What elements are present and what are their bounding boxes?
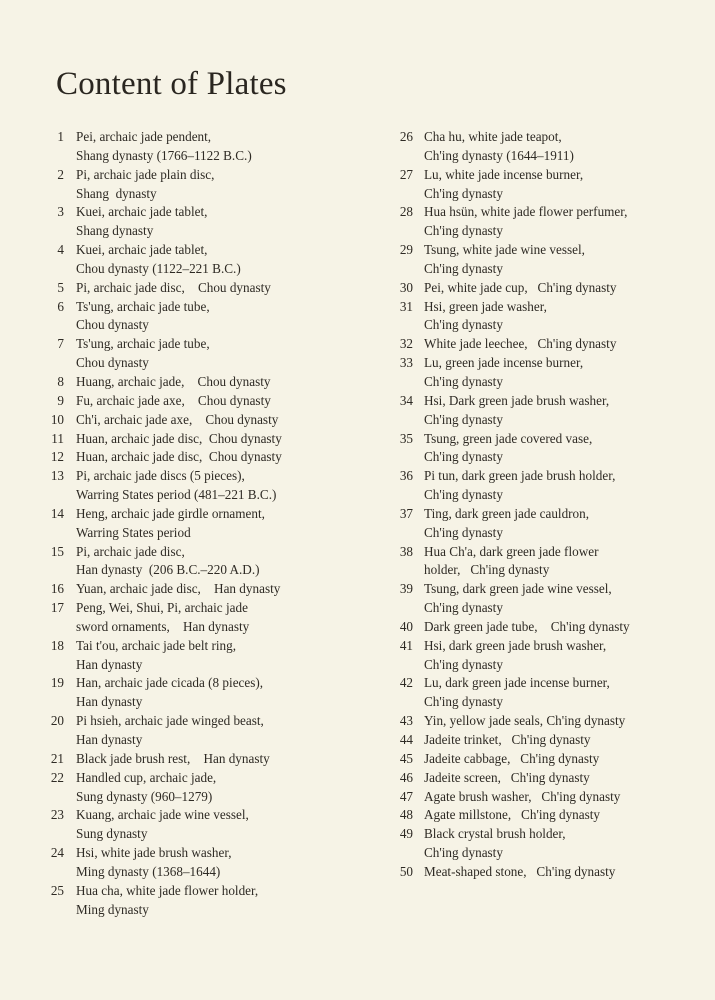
plate-description-line: Ch'ing dynasty [424, 373, 503, 389]
plate-number: 28 [399, 204, 413, 220]
plate-number: 32 [399, 336, 413, 352]
plate-entry [393, 637, 693, 675]
plate-description [76, 392, 271, 411]
plate-description-line: Ch'ing dynasty [424, 845, 503, 861]
plate-number: 25 [50, 882, 64, 898]
plate-description [76, 128, 252, 166]
plate-description-line: Pei, white jade cup, Ch'ing dynasty [424, 279, 617, 295]
plate-entry [42, 505, 342, 543]
plate-description-line: Ts'ung, archaic jade tube, [76, 336, 210, 352]
plate-description [76, 298, 210, 336]
plate-entry [42, 411, 342, 430]
plate-description-line: Kuei, archaic jade tablet, [76, 242, 208, 258]
plate-number: 42 [399, 675, 413, 691]
plate-description [424, 279, 616, 298]
plate-number: 16 [50, 581, 64, 597]
plate-entry [393, 769, 693, 788]
plates-list-right [393, 128, 693, 882]
plate-description-line: Ch'ing dynasty [424, 411, 503, 427]
plate-number: 38 [399, 543, 413, 559]
plate-description-line: Ting, dark green jade cauldron, [424, 505, 590, 521]
plate-description [424, 335, 616, 354]
plate-description-line: Ch'ing dynasty [424, 223, 503, 239]
plate-description-line: Sung dynasty (960–1279) [76, 788, 213, 804]
plate-description [424, 166, 583, 204]
plate-description [76, 580, 280, 599]
plate-number: 11 [51, 430, 64, 446]
plate-number: 50 [399, 863, 413, 879]
plate-number: 30 [399, 279, 413, 295]
plate-description-line: Huan, archaic jade disc, Chou dynasty [76, 430, 282, 446]
plate-entry [393, 467, 693, 505]
plate-description [424, 467, 615, 505]
plate-description [424, 825, 566, 863]
plate-description [76, 505, 265, 543]
plate-description-line: Pi tun, dark green jade brush holder, [424, 468, 616, 484]
plate-number: 47 [399, 788, 413, 804]
plate-description-line: Ming dynasty [76, 901, 149, 917]
plate-entry [42, 373, 342, 392]
plate-entry [42, 448, 342, 467]
plate-entry [393, 279, 693, 298]
plate-description-line: Kuang, archaic jade wine vessel, [76, 807, 249, 823]
plate-number: 6 [57, 298, 64, 314]
plate-description-line: Pi hsieh, archaic jade winged beast, [76, 713, 264, 729]
page-title: Content of Plates [56, 66, 287, 102]
plate-entry [393, 863, 693, 882]
plate-description-line: Pi, archaic jade disc, Chou dynasty [76, 279, 271, 295]
plate-description [76, 543, 260, 581]
plate-entry [42, 298, 342, 336]
plate-description-line: Hua cha, white jade flower holder, [76, 882, 259, 898]
plate-description [76, 411, 278, 430]
plate-number: 2 [57, 166, 64, 182]
plate-description [76, 430, 282, 449]
plate-description-line: Sung dynasty [76, 826, 148, 842]
plate-description [76, 241, 241, 279]
plate-number: 8 [57, 373, 64, 389]
plate-number: 27 [399, 166, 413, 182]
plate-description-line: Ch'ing dynasty [424, 487, 503, 503]
plate-description-line: Chou dynasty (1122–221 B.C.) [76, 260, 241, 276]
plate-entry [42, 166, 342, 204]
plate-number: 48 [399, 807, 413, 823]
plate-number: 29 [399, 242, 413, 258]
plate-description [76, 373, 270, 392]
plate-entry [393, 712, 693, 731]
plate-description [424, 203, 627, 241]
plate-description [76, 467, 276, 505]
plate-number: 12 [50, 449, 64, 465]
plate-number: 46 [399, 769, 413, 785]
plate-number: 5 [57, 279, 64, 295]
plate-description-line: Heng, archaic jade girdle ornament, [76, 505, 265, 521]
plate-number: 4 [57, 242, 64, 258]
plate-description [76, 203, 207, 241]
plate-number: 3 [57, 204, 64, 220]
plate-description [424, 750, 599, 769]
plate-number: 24 [50, 845, 64, 861]
plate-description-line: Ch'ing dynasty [424, 260, 503, 276]
plate-description-line: Chou dynasty [76, 355, 149, 371]
plates-list-left [42, 128, 342, 919]
plate-description [424, 769, 590, 788]
plate-description-line: Warring States period (481–221 B.C.) [76, 487, 277, 503]
plate-entry [393, 298, 693, 336]
plate-entry [42, 392, 342, 411]
plate-entry [42, 637, 342, 675]
plate-description [76, 335, 210, 373]
plate-description-line: Warring States period [76, 524, 191, 540]
plate-description-line: holder, Ch'ing dynasty [424, 562, 550, 578]
plate-number: 39 [399, 581, 413, 597]
plate-entry [393, 825, 693, 863]
plate-entry [42, 844, 342, 882]
plate-description-line: Ch'ing dynasty (1644–1911) [424, 147, 574, 163]
plate-entry [42, 750, 342, 769]
plate-number: 9 [57, 392, 64, 408]
plate-number: 35 [399, 430, 413, 446]
plate-number: 44 [399, 732, 413, 747]
plate-entry [393, 430, 693, 468]
plate-description [424, 241, 585, 279]
plate-entry [393, 674, 693, 712]
plate-entry [393, 128, 693, 166]
plate-description-line: Ch'ing dynasty [424, 694, 503, 710]
plate-description-line: Han dynasty (206 B.C.–220 A.D.) [76, 562, 260, 578]
plate-entry [42, 599, 342, 637]
plate-number: 49 [399, 826, 413, 842]
plate-description [424, 128, 574, 166]
plate-description-line: Black crystal brush holder, [424, 826, 566, 842]
plate-entry [393, 806, 693, 825]
plate-number: 31 [399, 298, 413, 314]
plate-description [76, 750, 270, 769]
plate-entry [393, 580, 693, 618]
plate-number: 37 [399, 505, 413, 521]
plate-description [424, 543, 598, 581]
plate-description-line: Ch'ing dynasty [424, 600, 503, 616]
plate-description-line: Ch'ing dynasty [424, 185, 503, 201]
plate-entry [42, 467, 342, 505]
plate-number: 19 [50, 675, 64, 691]
plate-description-line: Tsung, dark green jade wine vessel, [424, 581, 612, 597]
plate-number: 40 [399, 618, 413, 634]
plate-description [76, 599, 249, 637]
plate-description-line: Han dynasty [76, 732, 143, 747]
plate-number: 21 [50, 750, 64, 766]
plate-description [76, 844, 232, 882]
plate-description-line: Tsung, white jade wine vessel, [424, 242, 585, 258]
plate-number: 7 [57, 336, 64, 352]
plate-number: 17 [50, 600, 64, 616]
plate-description-line: Dark green jade tube, Ch'ing dynasty [424, 618, 630, 634]
plate-number: 33 [399, 355, 413, 371]
plate-number: 23 [50, 807, 64, 823]
plate-description-line: Hsi, white jade brush washer, [76, 845, 232, 861]
plate-description-line: Ch'ing dynasty [424, 317, 503, 333]
plate-description-line: Agate millstone, Ch'ing dynasty [424, 807, 600, 823]
plate-description [424, 505, 589, 543]
plate-description [424, 788, 620, 807]
plate-description [424, 430, 592, 468]
plate-number: 41 [399, 637, 413, 653]
plate-description-line: Jadeite screen, Ch'ing dynasty [424, 769, 590, 785]
plate-entry [42, 580, 342, 599]
plate-entry [42, 712, 342, 750]
plate-description [76, 806, 249, 844]
plate-description-line: Shang dynasty [76, 223, 154, 239]
plate-description [424, 618, 630, 637]
plate-entry [393, 392, 693, 430]
plate-description [76, 674, 263, 712]
plate-description-line: Tai t'ou, archaic jade belt ring, [76, 637, 237, 653]
plate-description-line: Shang dynasty [76, 185, 157, 201]
plate-description [424, 580, 612, 618]
plate-description [424, 674, 610, 712]
plate-description-line: Ch'ing dynasty [424, 449, 503, 465]
plate-description-line: Agate brush washer, Ch'ing dynasty [424, 788, 621, 804]
plate-number: 1 [57, 129, 64, 144]
plate-entry [42, 769, 342, 807]
plate-number: 18 [50, 637, 64, 653]
plate-number: 13 [50, 468, 64, 484]
plate-entry [393, 543, 693, 581]
plate-description-line: Lu, white jade incense burner, [424, 166, 584, 182]
plate-description-line: Shang dynasty (1766–1122 B.C.) [76, 147, 252, 163]
plate-description [76, 448, 282, 467]
plate-description [424, 806, 600, 825]
plate-description [76, 769, 216, 807]
plate-description-line: Huang, archaic jade, Chou dynasty [76, 373, 271, 389]
plate-description-line: Handled cup, archaic jade, [76, 769, 217, 785]
plate-entry [42, 279, 342, 298]
plate-entry [393, 788, 693, 807]
plate-description-line: Pei, archaic jade pendent, [76, 129, 212, 144]
plate-entry [42, 335, 342, 373]
plate-description-line: Hsi, green jade washer, [424, 298, 547, 314]
plate-number: 22 [50, 769, 64, 785]
plate-description-line: Chou dynasty [76, 317, 149, 333]
plate-description-line: Meat-shaped stone, Ch'ing dynasty [424, 863, 616, 879]
plate-description-line: Ch'i, archaic jade axe, Chou dynasty [76, 411, 279, 427]
plate-description-line: Hsi, Dark green jade brush washer, [424, 392, 610, 408]
plate-number: 15 [50, 543, 64, 559]
plate-entry [42, 128, 342, 166]
plate-description [424, 354, 583, 392]
plate-description [76, 166, 214, 204]
plate-description [424, 863, 615, 882]
plate-description-line: Jadeite cabbage, Ch'ing dynasty [424, 750, 600, 766]
plate-entry [393, 618, 693, 637]
plate-entry [393, 354, 693, 392]
plate-description [76, 882, 258, 920]
plate-description [76, 637, 236, 675]
plate-description-line: White jade leechee, Ch'ing dynasty [424, 336, 617, 352]
plate-entry [393, 731, 693, 750]
plate-description-line: Pi, archaic jade discs (5 pieces), [76, 468, 245, 484]
plate-number: 14 [50, 505, 64, 521]
plate-entry [42, 882, 342, 920]
plate-description-line: Hua Ch'a, dark green jade flower [424, 543, 599, 559]
plate-description [76, 712, 264, 750]
plate-description-line: Pi, archaic jade disc, [76, 543, 185, 559]
plate-description-line: Ch'ing dynasty [424, 656, 503, 672]
plate-description-line: Hsi, dark green jade brush washer, [424, 637, 607, 653]
plate-entry [42, 543, 342, 581]
plate-description-line: Kuei, archaic jade tablet, [76, 204, 208, 220]
plate-number: 26 [399, 129, 413, 144]
plate-description [424, 712, 625, 731]
plate-description-line: Lu, green jade incense burner, [424, 355, 584, 371]
plate-description-line: Peng, Wei, Shui, Pi, archaic jade [76, 600, 248, 616]
plate-description-line: Tsung, green jade covered vase, [424, 430, 593, 446]
plate-number: 10 [50, 411, 64, 427]
plate-number: 20 [50, 713, 64, 729]
plate-entry [393, 335, 693, 354]
plate-number: 45 [399, 750, 413, 766]
plate-entry [42, 674, 342, 712]
plate-description [76, 279, 271, 298]
plate-description [424, 298, 547, 336]
plate-description-line: Ts'ung, archaic jade tube, [76, 298, 210, 314]
plate-entry [393, 505, 693, 543]
plate-description-line: Yuan, archaic jade disc, Han dynasty [76, 581, 281, 597]
plate-number: 34 [399, 392, 413, 408]
plate-description-line: Han dynasty [76, 694, 143, 710]
plate-entry [393, 203, 693, 241]
plate-description-line: Ming dynasty (1368–1644) [76, 863, 221, 879]
plate-description-line: Ch'ing dynasty [424, 524, 503, 540]
plate-description-line: Han dynasty [76, 656, 143, 672]
plate-description-line: Cha hu, white jade teapot, [424, 129, 562, 144]
plate-description [424, 731, 590, 750]
plate-description [424, 392, 609, 430]
plate-description-line: Huan, archaic jade disc, Chou dynasty [76, 449, 282, 465]
plate-description-line: Pi, archaic jade plain disc, [76, 166, 215, 182]
plate-description-line: Jadeite trinket, Ch'ing dynasty [424, 732, 591, 747]
plate-description-line: Han, archaic jade cicada (8 pieces), [76, 675, 264, 691]
plate-entry [42, 430, 342, 449]
plate-entry [42, 203, 342, 241]
plate-description-line: Hua hsün, white jade flower perfumer, [424, 204, 628, 220]
plate-entry [42, 806, 342, 844]
plate-description-line: Lu, dark green jade incense burner, [424, 675, 610, 691]
plate-entry [393, 241, 693, 279]
plate-description-line: Black jade brush rest, Han dynasty [76, 750, 270, 766]
plate-number: 43 [399, 713, 413, 729]
plate-entry [393, 166, 693, 204]
plate-number: 36 [399, 468, 413, 484]
plate-description-line: Fu, archaic jade axe, Chou dynasty [76, 392, 271, 408]
plate-entry [42, 241, 342, 279]
plate-entry [393, 750, 693, 769]
plate-description [424, 637, 606, 675]
plate-description-line: Yin, yellow jade seals, Ch'ing dynasty [424, 713, 626, 729]
plate-description-line: sword ornaments, Han dynasty [76, 618, 250, 634]
